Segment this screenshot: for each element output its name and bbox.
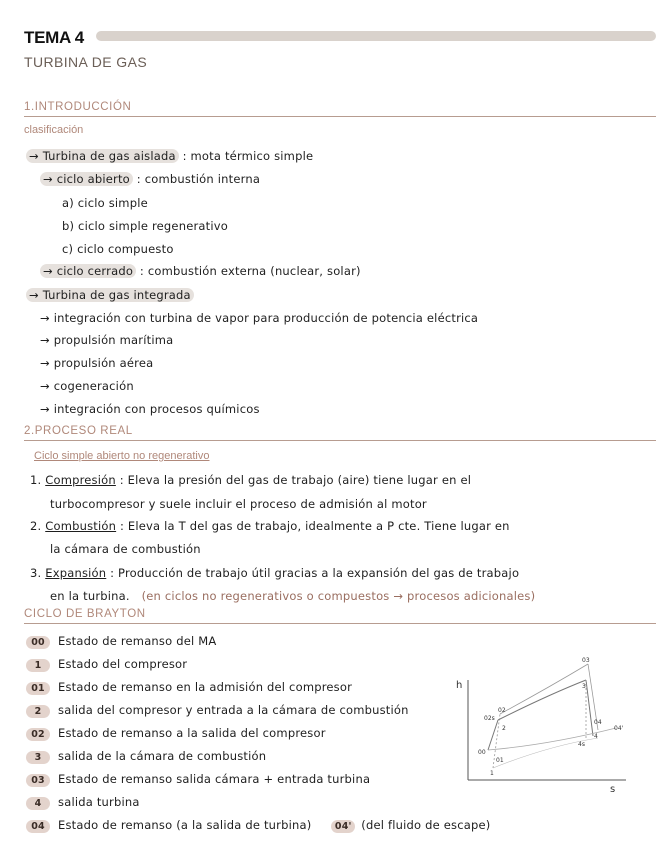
section-divider xyxy=(24,116,656,117)
state-badge: 04 xyxy=(26,820,50,833)
highlight-turbina-integrada: → Turbina de gas integrada xyxy=(26,288,194,302)
section-heading-ciclo-brayton: CICLO DE BRAYTON xyxy=(24,608,146,620)
state-badge-04-prime: 04' xyxy=(331,820,355,833)
combustion-stagnation-line xyxy=(500,664,588,714)
state-badge: 00 xyxy=(26,636,50,649)
label-3: 3 xyxy=(582,683,586,690)
item-compresion: 1. Compresión : Eleva la presión del gas de trabajo (aire) tiene lugar en el xyxy=(30,473,472,487)
axis-label-h: h xyxy=(456,680,463,691)
state-badge: 2 xyxy=(26,705,50,718)
section-heading-introduccion: 1.INTRODUCCIÓN xyxy=(24,101,132,113)
state-badge: 02 xyxy=(26,728,50,741)
keyword-combustion: Combustión xyxy=(45,519,117,533)
label-04-prime: 04' xyxy=(614,725,624,732)
state-badge: 3 xyxy=(26,751,50,764)
label-02s: 02s xyxy=(484,715,495,722)
state-row: 01 Estado de remanso en la admisión del compresor xyxy=(26,680,352,695)
line-integracion-vapor: → integración con turbina de vapor para producción de potencia eléctrica xyxy=(40,311,479,325)
state-row: 4 salida turbina xyxy=(26,795,140,810)
state-badge: 4 xyxy=(26,797,50,810)
highlight-turbina-aislada: → Turbina de gas aislada xyxy=(26,149,179,163)
item-expansion: 3. Expansión : Producción de trabajo útil gracias a la expansión del gas de trabajo xyxy=(30,566,520,580)
state-row: 00 Estado de remanso del MA xyxy=(26,634,216,649)
state-row: 3 salida de la cámara de combustión xyxy=(26,749,266,764)
label-1: 1 xyxy=(490,770,494,777)
line-ciclo-abierto: → ciclo abierto : combustión interna xyxy=(40,172,260,186)
label-00: 00 xyxy=(478,749,486,756)
label-01: 01 xyxy=(496,757,504,764)
line-ciclo-cerrado: → ciclo cerrado : combustión externa (nuclear, solar) xyxy=(40,264,361,278)
state-row: 1 Estado del compresor xyxy=(26,657,187,672)
section-divider xyxy=(24,440,656,441)
compression-line xyxy=(488,720,498,750)
combustion-line xyxy=(498,680,586,720)
line-ciclo-simple: a) ciclo simple xyxy=(62,196,148,210)
label-04: 04 xyxy=(594,719,602,726)
section-heading-proceso-real: 2.PROCESO REAL xyxy=(24,425,133,437)
subheading-ciclo-simple: Ciclo simple abierto no regenerativo xyxy=(34,450,210,462)
note-procesos-adicionales: (en ciclos no regenerativos o compuestos → procesos adicionales) xyxy=(141,589,536,603)
line-propulsion-maritima: → propulsión marítima xyxy=(40,333,174,347)
line-cogeneracion: → cogeneración xyxy=(40,379,134,393)
label-02: 02 xyxy=(498,707,506,714)
state-badge: 01 xyxy=(26,682,50,695)
item-combustion: 2. Combustión : Eleva la T del gas de trabajo, idealmente a P cte. Tiene lugar en xyxy=(30,519,510,533)
state-row: 2 salida del compresor y entrada a la cámara de combustión xyxy=(26,703,409,718)
state-row: 04 Estado de remanso (a la salida de turbina) 04' (del fluido de escape) xyxy=(26,818,490,833)
item-compresion-cont: turbocompresor y suele incluir el proceso de admisión al motor xyxy=(50,497,427,511)
keyword-compresion: Compresión xyxy=(45,473,116,487)
label-4s: 4s xyxy=(578,741,585,748)
label-4: 4 xyxy=(594,733,598,740)
line-propulsion-aerea: → propulsión aérea xyxy=(40,356,154,370)
keyword-expansion: Expansión xyxy=(45,566,107,580)
highlight-ciclo-abierto: → ciclo abierto xyxy=(40,172,133,186)
state-badge: 03 xyxy=(26,774,50,787)
line-turbina-aislada: → Turbina de gas aislada : mota térmico simple xyxy=(26,149,313,163)
section-divider xyxy=(24,623,656,624)
state-row: 03 Estado de remanso salida cámara + entrada turbina xyxy=(26,772,370,787)
highlight-ciclo-cerrado: → ciclo cerrado xyxy=(40,264,136,278)
state-row: 02 Estado de remanso a la salida del compresor xyxy=(26,726,326,741)
label-03: 03 xyxy=(582,657,590,664)
page-title: TEMA 4 xyxy=(24,28,84,47)
item-expansion-cont: en la turbina. (en ciclos no regenerativos o compuestos → procesos adicionales) xyxy=(50,589,536,603)
page-subtitle: TURBINA DE GAS xyxy=(24,54,148,70)
brayton-hs-diagram xyxy=(448,650,638,798)
line-turbina-integrada xyxy=(26,288,194,302)
line-ciclo-compuesto: c) ciclo compuesto xyxy=(62,242,174,256)
state-badge: 1 xyxy=(26,659,50,672)
axis-label-s: s xyxy=(610,784,616,795)
label-2: 2 xyxy=(502,725,506,732)
line-ciclo-regenerativo: b) ciclo simple regenerativo xyxy=(62,219,228,233)
subheading-clasificacion: clasificación xyxy=(24,124,84,136)
title-bar-decoration xyxy=(96,31,656,41)
line-procesos-quimicos: → integración con procesos químicos xyxy=(40,402,260,416)
item-combustion-cont: la cámara de combustión xyxy=(50,542,201,556)
